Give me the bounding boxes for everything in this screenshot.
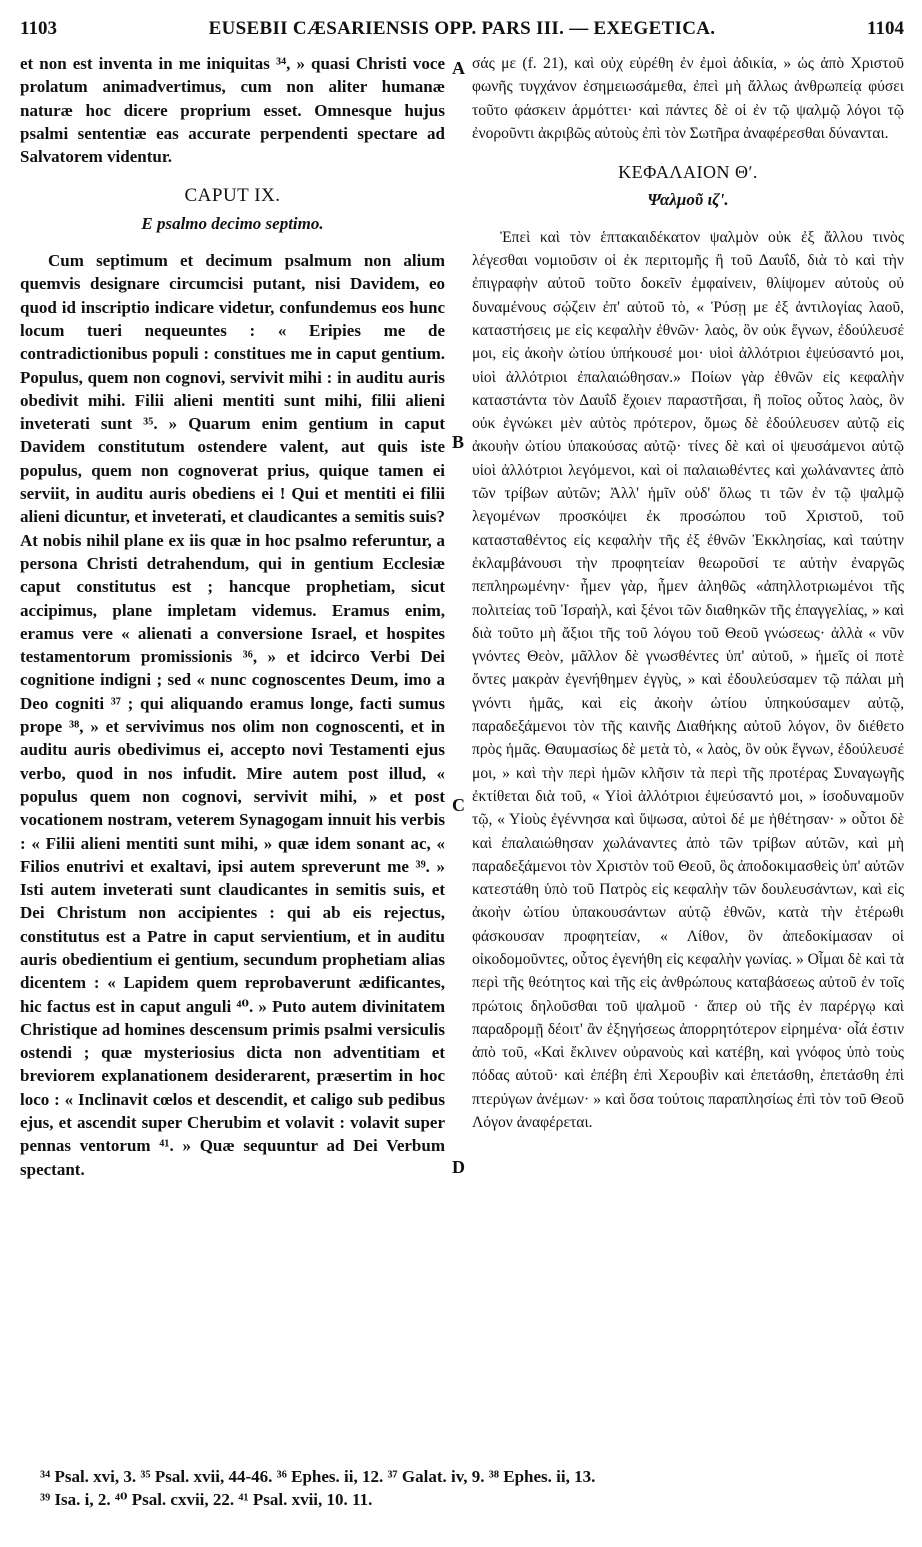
latin-column <box>20 52 445 1181</box>
page-number-left: 1103 <box>20 18 57 39</box>
latin-body: Cum septimum et decimum psalmum non alium quemvis designare circumcisi putant, nisi Davidem, eo quod id inscriptio indicare videtur, confundemus eos hunc locum tueri nequeuntes : « Eripies me de contradictionibus populi : constitues me in caput gentium. Populus, quem non cognovi, servivit mihi : in auditu auris obedivit mihi. Filii alieni mentiti sunt mihi, filii alieni inveterati sunt ³⁵. » Quarum enim gentium in caput Davidem constitutum ostendere valent, aut quis iste populus, quem non cognoverat prius, quique tamen ei serviit, in auditu auris obediens ei ! Qui et mentiti ei filii alieni dicuntur, et inveterati, et claudicantes a semitis suis? At nobis nihil plane ex iis quæ in hoc psalmo referuntur, a persona Christi detrahendum, qui in gentium Ecclesiæ caput constitutus est ; hancque prophetiam, sicut accipimus, plane impletam videmus. Eramus enim, eramus vere « alienati a conversione Israel, et hospites testamentorum promissionis ³⁶, » et idcirco Verbi Dei cognitione indigni ; sed « nunc cognoscentes Deum, imo a Deo cogniti ³⁷ ; qui aliquando eramus longe, facti sumus prope ³⁸, » et servivimus nos olim non cognoscenti, et in auditu auris obedivimus ei, accepto novi Testamenti ejus verbo, quod in nos infudit. Mire autem post illud, « populus quem non cognovi, servivit mihi, » et post vocationem nostram, veterem Synagogam innuit his verbis : « Filii alieni mentiti sunt mihi, » quæ idem sonant ac, « Filios enutrivi et exaltavi, ipsi autem spreverunt me ³⁹. » Isti autem inveterati sunt claudicantes in semitis suis, et Dei Christum non accipientes : qui ab eis rejectus, constitutus est a Patre in caput servientium, et in auditu auris obedientium ei gentium, secundum prophetiam alias dicentem : « Lapidem quem reprobaverunt ædificantes, hic factus est in caput anguli ⁴⁰. » Puto autem divinitatem Christique ad homines descensum primis psalmi versiculis ostendi ; quæ mysteriosius dicta non adventitiam et breviorem explanationem desiderarent, præsertim in hoc loco : « Inclinavit cœlos et descendit, et caligo sub pedibus ejus, et ascendit super Cherubim et volavit : volavit super pennas ventorum ⁴¹. » Quæ sequuntur ad Dei Verbum spectant. <box>20 251 445 1179</box>
greek-chapter-heading: ΚΕΦΑΛΑΙΟΝ Θʹ. <box>618 162 758 183</box>
section-mark-d: D <box>452 1157 465 1177</box>
footnote-line-2: ³⁹ Isa. i, 2. ⁴⁰ Psal. cxvii, 22. ⁴¹ Psal. xvii, 10. 11. <box>40 1490 373 1509</box>
footnote-line-1: ³⁴ Psal. xvi, 3. ³⁵ Psal. xvii, 44-46. ³⁶ Ephes. ii, 12. ³⁷ Galat. iv, 9. ³⁸ Ephes. ii, 13. <box>40 1467 596 1486</box>
latin-chapter-heading: CAPUT IX. <box>184 185 281 207</box>
greek-chapter-subtitle: Ψαλμοῦ ιζʹ. <box>647 190 729 210</box>
page-number-right: 1104 <box>867 18 904 39</box>
footnotes <box>40 1465 900 1511</box>
section-mark-a: A <box>452 58 465 78</box>
section-mark-b: B <box>452 432 465 452</box>
greek-body: Ἐπεὶ καὶ τὸν ἑπτακαιδέκατον ψαλμὸν οὐκ ἐξ ἄλλου τινὸς λέγεσθαι νομιοῦσιν οἱ ἐκ περιτομῆς ἢ τοῦ Δαυΐδ, διὰ τὸ καὶ τὴν ἐπιγραφὴν αὐτοῦ τοῦτο δοκεῖν ἐμφαίνειν, θλίψομεν αὐτοὺς οὐ δυναμένους σῴζειν ἐπ' αὐτοῦ τὸ, « Ῥύσῃ με ἐξ ἀντιλογίας λαοῦ, καταστήσεις με εἰς κεφαλὴν ἐθνῶν· λαὸς, ὃν οὐκ ἔγνων, ἐδούλευσέ μοι, εἰς ἀκοὴν ὠτίου ὑπήκουσέ μοι· υἱοὶ ἀλλότριοι ἐψεύσαντό μοι, υἱοὶ ἀλλότριοι ἐπαλαιώθησαν.» Ποίων γὰρ ἐθνῶν εἰς κεφαλὴν καταστάντα τὸν Δαυΐδ ἔχοιεν παραστῆσαι, ἢ ποῖος οὗτος λαὸς, ὃν οὐκ ἐγνώκει μὲν αὐτὸς πρότερον, ὅμως δὲ ἐδούλευσεν αὐτῷ εἰς ἀκουὴν ὠτίου ὑπακούσας αὐτῷ· τίνες δὲ καὶ οἱ ψευσάμενοι αὐτῷ υἱοὶ ἀλλότριοι λεγόμενοι, καὶ οἱ παλαιωθέντες καὶ χωλάναντες ἀπὸ τῶν τρίβων αὐτῶν; Ἀλλ' ἡμῖν οὐδ' ὅλως τι τῶν ἐν τῷ ψαλμῷ λεγομένων προσκόψει ἐκ προσώπου τοῦ Χριστοῦ, τοῦ κατασταθέντος εἰς κεφαλὴν τῆς ἐξ ἐθνῶν Ἐκκλησίας, καὶ ταύτην ἐκλαμβάνουσι τὴν προφητείαν θεωροῦσί τε αὐτὴν ἐναργῶς πεπληρωμένην· ἦμεν γὰρ, ἦμεν ἀληθῶς «ἀπηλλοτριωμένοι τῆς πολιτείας τοῦ Ἰσραὴλ, καὶ ξένοι τῶν διαθηκῶν τῆς ἐπαγγελίας, » καὶ διὰ τοῦτο μὴ ἄξιοι τῆς τοῦ λόγου τοῦ Θεοῦ γνώσεως· ἀλλὰ « νῦν γνόντες Θεὸν, μᾶλλον δὲ γνωσθέντες ὑπ' αὐτοῦ, » ἡμεῖς οἱ ποτὲ ὄντες μακρὰν ἐγενήθημεν ἐγγὺς, » καὶ ἐδουλεύσαμεν τῷ πάλαι μὴ γνόντι ἡμᾶς, καὶ εἰς ἀκοὴν ὠτίου ὑπηκούσαμεν αὐτῷ, παραδεξάμενοι τὸν τῆς καινῆς Διαθήκης αὐτοῦ λόγον, ὃν διέθετο πρὸς ἡμᾶς. Θαυμασίως δὲ μετὰ τὸ, « λαὸς, ὃν οὐκ ἔγνων, ἐδούλευσέ μοι, » καὶ τὴν περὶ ἡμῶν κλῆσιν τὰ περὶ τῆς προτέρας Συναγωγῆς ἐκτίθεται διὰ τοῦ, « Υἱοὶ ἀλλότριοι ἐψεύσαντό μοι, » ἰσοδυναμοῦν τῷ, « Υἱοὺς ἐγέννησα καὶ ὕψωσα, αὐτοὶ δέ με ἠθέτησαν· » οὗτοι δὲ καὶ ἐπαλαιώθησαν χωλάναντες ἀπὸ τῶν τρίβων αὐτῶν, καὶ μὴ παραδεξάμενοι τὸν Χριστὸν τοῦ Θεοῦ, ὃς ἀποδοκιμασθεὶς ὑπ' αὐτῶν κατεστάθη ὑπὸ τοῦ Πατρὸς εἰς κεφαλὴν τῶν δουλευσάντων, καὶ εἰς ἀκοὴν ὠτίου ὑπακουσάντων αὐτῷ ἐθνῶν, κατὰ τὴν ἑτέρωθι φάσκουσαν προφητείαν, « Λίθον, ὃν ἀπεδοκίμασαν οἱ οἰκοδομοῦντες, οὗτος ἐγενήθη εἰς κεφαλὴν γωνίας. » Οἶμαι δὲ καὶ τὰ περὶ τῆς θεότητος καὶ τῆς εἰς ἀνθρώπους καταβάσεως αὐτοῦ ἐν τοῖς πρώτοις δηλοῦσθαι τοῦ ψαλμοῦ · ἅπερ οὐ τῆς ἐν παρέργῳ καὶ παραδρομῇ δέοιτ' ἂν ἐξηγήσεως ἀπορρητότερον εἰρημένα· οἷά ἐστιν ἀπὸ τοῦ, «Καὶ ἔκλινεν οὐρανοὺς καὶ κατέβη, καὶ γνόφος ὑπὸ τοὺς πόδας αὐτοῦ· καὶ ἐπέβη ἐπὶ Χερουβὶν καὶ ἐπετάσθη, ἐπετάσθη ἐπὶ πτερύγων ἀνέμων· » καὶ ὅσα τούτοις παραπλησίως ἐπὶ τὸν τοῦ Θεοῦ Λόγον ἀναφέρεται. <box>472 228 904 1132</box>
greek-intro: σάς με (f. 21), καὶ οὐχ εὑρέθη ἐν ἐμοὶ ἀδικία, » ὡς ἀπὸ Χριστοῦ φωνῆς τυγχάνον ἐσημειωσάμεθα, ἐπεὶ μὴ ἄλλως ἀνθρωπείᾳ φύσει τοῦτο φάσκειν ἁρμόττει· καὶ πάντες δὲ οἱ ἐν τῷ ψαλμῷ λόγοι τῷ ἐνοροῦντι ἀκριβῶς αὐτοὺς ἐπὶ τὸν Σωτῆρα ἀναφέρεσθαι δύνανται. <box>472 55 904 142</box>
latin-chapter-subtitle: E psalmo decimo septimo. <box>141 213 324 233</box>
running-header <box>20 18 904 44</box>
section-mark-c: C <box>452 795 465 815</box>
running-title: EUSEBII CÆSARIENSIS OPP. PARS III. — EXEGETICA. <box>208 18 716 39</box>
latin-intro: et non est inventa in me iniquitas ³⁴, » quasi Christi voce prolatum animadvertimus, cum non aliter humanæ naturæ hoc dicere proprium esset. Omnesque hujus psalmi sententiæ eas accurate perpendenti spectare ad Salvatorem videntur. <box>20 54 445 167</box>
greek-column <box>472 52 904 1134</box>
